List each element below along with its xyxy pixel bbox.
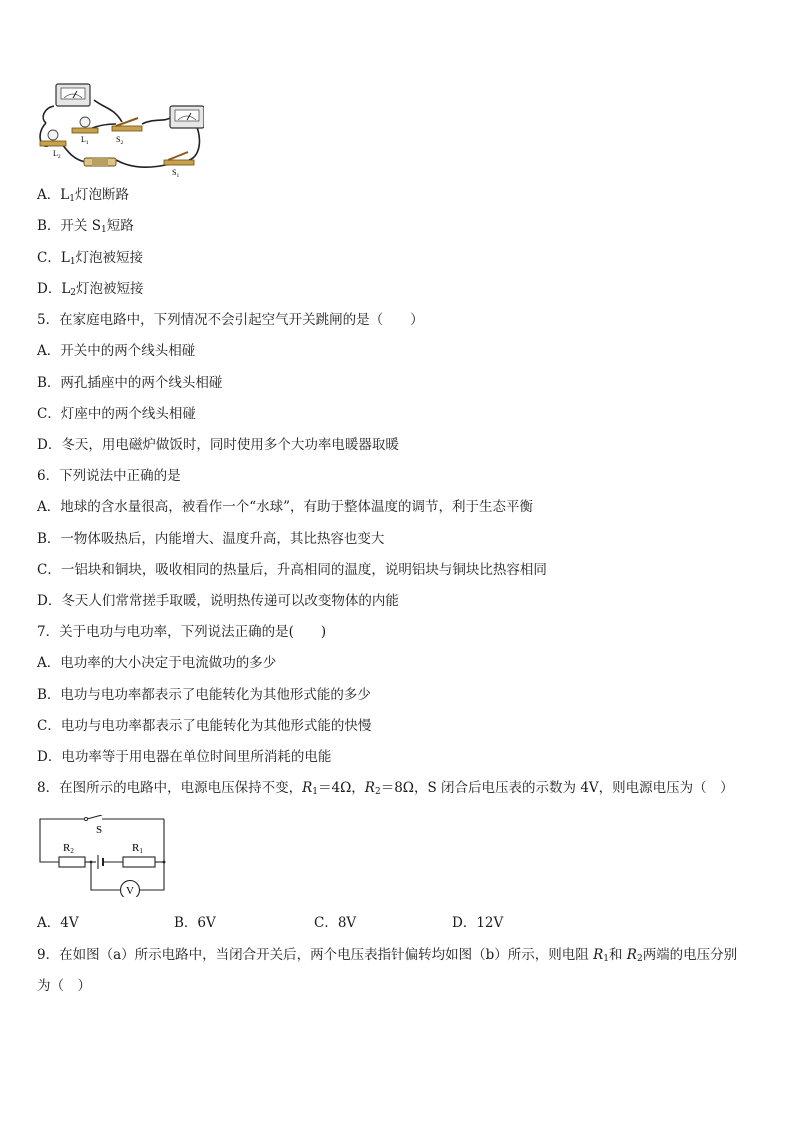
q8-option-c: C．8V — [314, 915, 357, 931]
wire — [142, 118, 170, 124]
wire — [62, 144, 86, 162]
q7-stem: 7．关于电功与电功率，下列说法正确的是( ) — [37, 624, 327, 640]
q4-option-d: D．$L_2$灯泡被短接 — [37, 281, 144, 298]
voltmeter-icon — [56, 84, 90, 106]
q5-option-c: C．灯座中的两个线头相碰 — [37, 406, 196, 422]
bulb-l2-icon — [40, 130, 66, 146]
q7-option-d: D．电功率等于用电器在单位时间里所消耗的电能 — [37, 749, 332, 765]
q4-option-a: A．$L_1$灯泡断路 — [37, 187, 129, 204]
r2-label: R2 — [63, 842, 74, 855]
r1-label: R1 — [132, 842, 143, 855]
q9-stem-line1: 9．在如图（a）所示电路中，当闭合开关后，两个电压表指针偏转均如图（b）所示，则电阻 $R_1$和 $R_2$两端的电压分别 — [37, 947, 738, 964]
q6-option-b: B．一物体吸热后，内能增大、温度升高，其比热容也变大 — [37, 531, 385, 547]
voltmeter-label: V — [126, 885, 134, 897]
q6-option-d: D．冬天人们常常搓手取暖，说明热传递可以改变物体的内能 — [37, 593, 399, 609]
q8-option-b: B．6V — [174, 915, 216, 931]
wire — [40, 819, 84, 862]
q6-stem: 6．下列说法中正确的是 — [37, 468, 181, 484]
resistor-r1-icon — [123, 857, 155, 867]
q5-stem: 5．在家庭电路中，下列情况不会引起空气开关跳闸的是（ ） — [37, 312, 424, 328]
q4-option-b: B．开关 $S_1$短路 — [37, 218, 134, 235]
q8-option-a: A．4V — [37, 915, 79, 931]
switch-s2-icon — [112, 118, 142, 131]
battery-icon — [84, 158, 116, 166]
q8-circuit-figure — [36, 815, 171, 897]
label-l1: $L_1$ — [81, 135, 89, 146]
q5-option-d: D．冬天，用电磁炉做饭时，同时使用多个大功率电暖器取暖 — [37, 437, 399, 453]
label-s2: $S_2$ — [116, 135, 124, 146]
q8-option-d: D．12V — [452, 915, 504, 931]
q6-option-a: A．地球的含水量很高，被看作一个“水球”，有助于整体温度的调节，利于生态平衡 — [37, 499, 534, 515]
switch-s1-icon — [164, 152, 194, 165]
wire — [94, 100, 122, 122]
wire — [43, 106, 54, 123]
switch-label: S — [96, 824, 103, 836]
q7-option-b: B．电功与电功率都表示了电能转化为其他形式能的多少 — [37, 687, 371, 703]
q8-stem: 8．在图所示的电路中，电源电压保持不变，$R_1=4\Omega$，$R_2=8\Omega$，S 闭合后电压表的示数为 4V，则电源电压为（ ） — [37, 780, 734, 797]
voltmeter-icon — [170, 106, 204, 128]
q7-option-c: C．电功与电功率都表示了电能转化为其他形式能的快慢 — [37, 718, 372, 734]
q7-option-a: A．电功率的大小决定于电流做功的多少 — [37, 655, 277, 671]
q5-option-b: B．两孔插座中的两个线头相碰 — [37, 375, 223, 391]
label-s1: $S_1$ — [172, 168, 180, 179]
bulb-l1-icon — [72, 117, 98, 133]
switch-lever-icon — [87, 815, 102, 819]
q9-stem-line2: 为（ ） — [37, 978, 91, 994]
circuit-photo-figure — [34, 78, 204, 180]
q5-option-a: A．开关中的两个线头相碰 — [37, 343, 196, 359]
label-l2: $L_2$ — [53, 149, 61, 160]
resistor-r2-icon — [59, 857, 85, 867]
wire — [116, 160, 170, 167]
q6-option-c: C．一铝块和铜块，吸收相同的热量后，升高相同的温度，说明铝块与铜块比热容相同 — [37, 562, 547, 578]
wire — [91, 862, 120, 890]
q4-option-c: C．$L_1$灯泡被短接 — [37, 250, 144, 267]
